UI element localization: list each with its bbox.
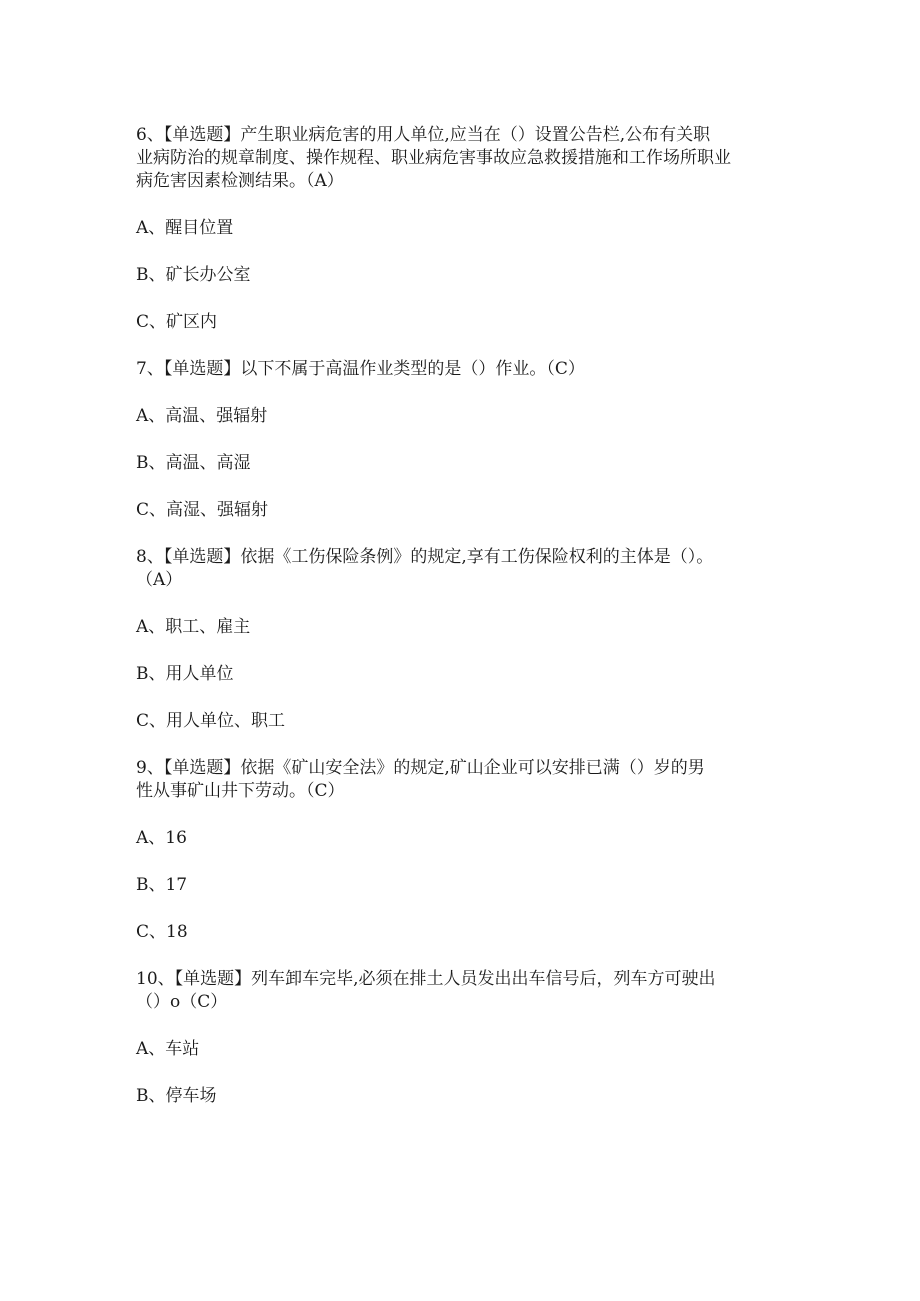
question-8-option-a: A、职工、雇主 (136, 617, 251, 637)
question-10-line-2: （）o（C） (136, 992, 228, 1012)
question-10-stem (136, 968, 816, 1014)
question-8-line-1: 8、【单选题】依据《工伤保险条例》的规定,享有工伤保险权利的主体是（）。 (136, 547, 714, 567)
question-7-stem (136, 358, 816, 381)
question-10-option-a: A、车站 (136, 1039, 200, 1059)
question-9-option-c: C、18 (136, 922, 188, 942)
question-7-option-a: A、高温、强辐射 (136, 406, 268, 426)
question-list (136, 124, 816, 1132)
question-8-stem (136, 546, 816, 592)
question-6-line-1: 6、【单选题】产生职业病危害的用人单位,应当在（）设置公告栏,公布有关职 (136, 125, 711, 145)
question-9-line-1: 9、【单选题】依据《矿山安全法》的规定,矿山企业可以安排已满（）岁的男 (136, 758, 705, 778)
question-6-option-a: A、醒目位置 (136, 218, 234, 238)
question-6-line-3: 病危害因素检测结果。（A） (136, 171, 344, 191)
question-6-stem (136, 124, 816, 193)
question-7-option-c: C、高湿、强辐射 (136, 500, 269, 520)
question-8-option-b: B、用人单位 (136, 664, 234, 684)
question-9-stem (136, 757, 816, 803)
question-9-line-2: 性从事矿山井下劳动。（C） (136, 781, 345, 801)
question-8-line-2: （A） (136, 570, 183, 590)
question-9-option-b: B、17 (136, 875, 188, 895)
question-10-line-1: 10、【单选题】列车卸车完毕,必须在排土人员发出出车信号后，列车方可驶出 (136, 969, 716, 989)
question-6-option-c: C、矿区内 (136, 312, 218, 332)
question-9-option-a: A、16 (136, 828, 187, 848)
question-6-line-2: 业病防治的规章制度、操作规程、职业病危害事故应急救援措施和工作场所职业 (136, 148, 731, 168)
question-6-option-b: B、矿长办公室 (136, 265, 251, 285)
question-7-line-1: 7、【单选题】以下不属于高温作业类型的是（）作业。（C） (136, 359, 585, 379)
question-8-option-c: C、用人单位、职工 (136, 711, 286, 731)
question-7-option-b: B、高温、高湿 (136, 453, 251, 473)
question-10-option-b: B、停车场 (136, 1086, 217, 1106)
